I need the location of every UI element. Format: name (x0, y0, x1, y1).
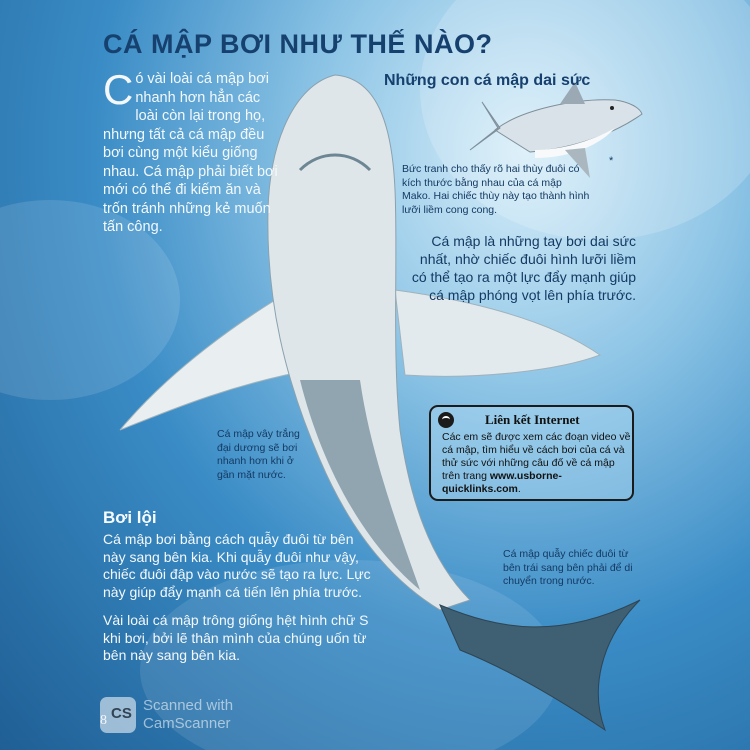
star-marker: * (609, 155, 614, 167)
camscanner-logo-text: CS (111, 705, 132, 722)
internet-links-box (429, 405, 634, 501)
section-heading-swimming: Bơi lội (103, 508, 157, 527)
internet-body: Các em sẽ được xem các đoạn video về cá mập, tìm hiểu về cách bơi của cá và thử sức với những câu đố về cá mập trên trang (442, 431, 631, 482)
camscanner-watermark (143, 697, 233, 733)
internet-end: . (517, 483, 521, 495)
watermark-line-2: CamScanner (143, 715, 231, 732)
internet-box-title: Liên kết Internet (485, 412, 580, 427)
watermark-line-1: Scanned with (143, 697, 234, 714)
internet-box-text (442, 431, 634, 496)
intro-text: ó vài loài cá mập bơi nhanh hơn hẳn các loài còn lại trong họ, nhưng tất cả cá mập đều bơi cùng một kiểu giống nhau. Cá mập phải biết bơi mới có thể đi kiếm ăn và trốn tránh những kẻ muốn tấn công. (103, 71, 278, 235)
caption-tail: Cá mập quẫy chiếc đuôi từ bên trái sang bên phải để di chuyển trong nước. (503, 548, 633, 587)
page-title: CÁ MẬP BƠI NHƯ THẾ NÀO? (103, 29, 493, 59)
intro-paragraph (103, 66, 278, 237)
swimming-paragraph-2: Vài loài cá mập trông giống hệt hình chữ S khi bơi, bởi lẽ thân mình của chúng uốn từ bên này sang bên kia. (103, 612, 369, 663)
caption-mako: Bức tranh cho thấy rõ hai thùy đuôi có kích thước bằng nhau của cá mập Mako. Hai chiếc thùy này tạo thành hình lưỡi liềm cong cong. (402, 163, 590, 216)
subheading-endurance: Những con cá mập dai sức (384, 72, 591, 89)
quicklinks-link[interactable]: www.usborne-quicklinks.com (442, 470, 562, 495)
swimming-paragraph-1: Cá mập bơi bằng cách quẫy đuôi từ bên này sang bên kia. Khi quẫy đuôi như vậy, chiếc đuôi đập vào nước sẽ tạo ra lực. Lực này giúp đẩy mạnh cá tiến lên phía trước. (103, 531, 371, 600)
globe-mouse-icon (438, 412, 454, 428)
caption-oceanic-whitetip: Cá mập vây trắng đại dương sẽ bơi nhanh hơn khi ở gần mặt nước. (217, 428, 300, 481)
drop-cap: C (103, 66, 134, 113)
endurance-paragraph: Cá mập là những tay bơi dai sức nhất, nhờ chiếc đuôi hình lưỡi liềm có thể tạo ra một lực đẩy mạnh giúp cá mập phóng vọt lên phía trước. (411, 233, 636, 303)
shark-tail (440, 600, 640, 730)
page-number: 8 (100, 713, 107, 728)
